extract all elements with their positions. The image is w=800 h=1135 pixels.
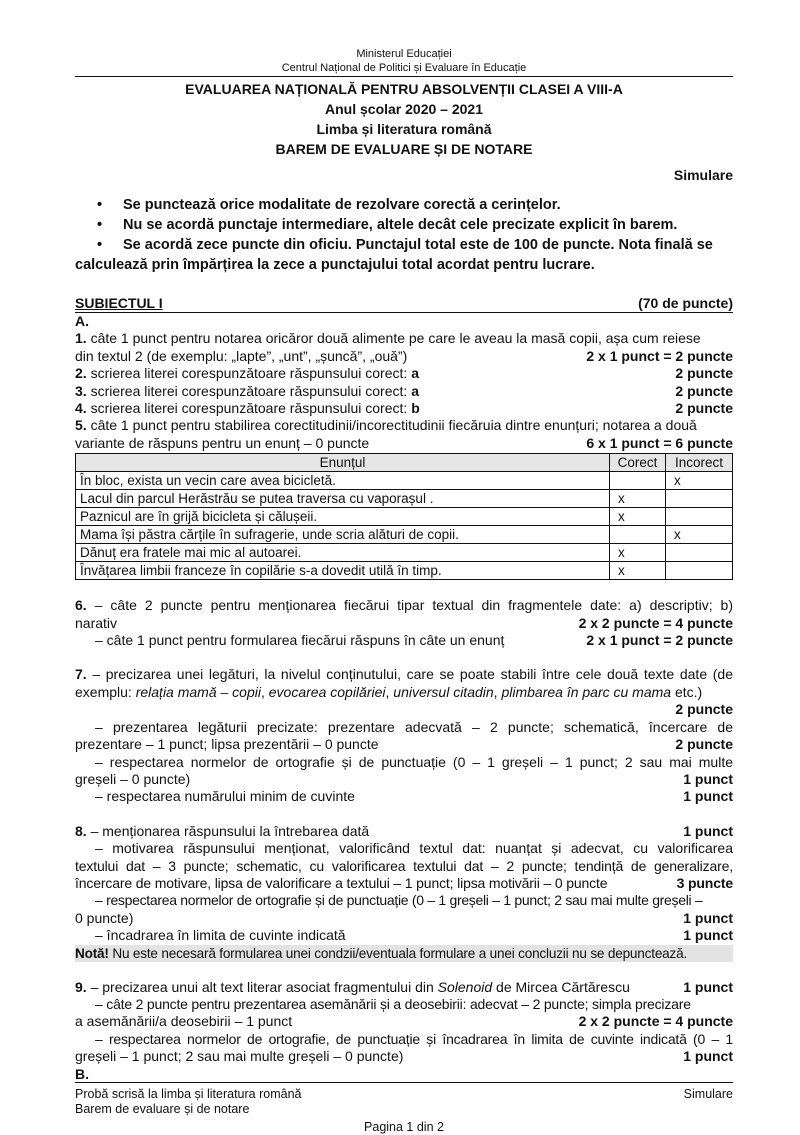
footer-doc: Barem de evaluare și de notare: [75, 1101, 250, 1116]
table-row: Paznicul are în grijă bicicleta și călușeii. x: [76, 508, 733, 526]
subject-name: Limba și literatura română: [316, 121, 492, 137]
school-year: Anul școlar 2020 – 2021: [325, 101, 483, 117]
answer-letter: b: [411, 400, 420, 417]
question-9: 9. – precizarea unui alt text literar asociat fragmentului din Solenoid de Mircea Cărtărescu 1 punct – câte 2 puncte pentru prezentarea asemănării și a deosebirii: adecvat – 2 puncte; simpla precizare a asemănării/a deosebirii – 1 punct 2 x 2 puncte = 4 puncte – respectarea normelor de ortografie, de punctuație și încadrarea în limita de cuvinte indicată (0 – 1 greșeli – 1 punct; 2 sau mai multe greșeli – 0 puncte) 1 punct: [75, 978, 733, 1065]
question-3: 3. scrierea literei corespunzătoare răspunsului corect: a 2 puncte: [75, 382, 733, 399]
subject-1-label: SUBIECTUL I: [75, 295, 163, 311]
bullet-icon: •: [97, 217, 103, 233]
center-name: Centrul Național de Politici și Evaluare în Educație: [281, 62, 527, 74]
variant-label: Simulare: [673, 167, 733, 183]
subject-1-points: (70 de puncte): [638, 295, 733, 311]
document-page: [75, 0, 733, 1135]
question-1-points: 2 x 1 punct = 2 puncte: [586, 347, 733, 364]
exam-title: EVALUAREA NAȚIONALĂ PENTRU ABSOLVENȚII CLASEI A VIII-A: [185, 81, 623, 97]
question-5: 5. câte 1 punct pentru stabilirea corectitudinii/incorectitudinii fiecăruia dintre enunțuri; notarea a două variante de răspuns pentru un enunț – 0 puncte 6 x 1 punct = 6 puncte: [75, 417, 733, 451]
table-row: În bloc, exista un vecin care avea bicicletă. x: [76, 472, 733, 490]
note-label: Notă!: [75, 945, 109, 961]
statements-table: [75, 453, 733, 580]
header-divider: [75, 76, 733, 77]
section-a-label: A.: [75, 313, 89, 329]
subject-1-header: [75, 295, 733, 313]
note-text: Nu este necesară formularea unei condzii/eventuala formulare a unei concluzii nu se depunctează.: [108, 945, 688, 961]
question-4: 4. scrierea literei corespunzătoare răspunsului corect: b 2 puncte: [75, 400, 733, 417]
answer-letter: a: [411, 382, 419, 399]
col-header-statement: Enunțul: [76, 454, 610, 472]
table-row: Învățarea limbii franceze în copilărie s-a dovedit utilă în timp. x: [76, 562, 733, 580]
answer-letter: a: [411, 365, 419, 382]
question-8: 8. – menționarea răspunsului la întrebarea dată 1 punct – motivarea răspunsului menționat, valorificând textul dat: nuanțat și adecvat, cu valorificarea textului dat – 3 puncte; schematic, cu valorificarea textului dat – 2 puncte; tendință de generalizare, încercare de motivare, lipsa de valorificare a textului – 1 punct; lipsa motivării – 0 puncte 3 puncte – respectarea normelor de ortografie și de punctuație (0 – 1 greșeli – 1 punct; 2 sau mai multe greșeli – 0 puncte) 1 punct – încadrarea în limita de cuvinte indicată 1 punct Notă! Nu este necesară formularea unei condzii/eventuala formulare a unei concluzii nu se depunctează.: [75, 822, 733, 961]
question-2: 2. scrierea literei corespunzătoare răspunsului corect: a 2 puncte: [75, 365, 733, 382]
note-box: [75, 945, 733, 962]
bullet-icon: •: [97, 197, 103, 213]
page-number: Pagina 1 din 2: [364, 1119, 444, 1134]
footer-variant: Simulare: [683, 1086, 733, 1101]
footer-exam: Probă scrisă la limba și literatura română: [75, 1086, 302, 1101]
page-footer: [75, 1087, 733, 1117]
rule-item: • Nu se acordă punctaje intermediare, altele decât cele precizate explicit în barem.: [97, 217, 678, 233]
table-row: Lacul din parcul Herăstrău se putea traversa cu vaporașul . x: [76, 490, 733, 508]
section-b-label: B.: [75, 1066, 733, 1083]
table-row: Mama își păstra cărțile în sufragerie, unde scria alături de copii. x: [76, 526, 733, 544]
question-7: 7. – precizarea unei legături, la nivelul conținutului, care se poate stabili între cele două texte date (de exemplu: relația mamă – copii, evocarea copilăriei, universul citadin, plimbarea în parc cu mama etc.) 2 puncte – prezentarea legăturii precizate: prezentare adecvată – 2 puncte; schematică, încercare de prezentare – 1 punct; lipsa prezentării – 0 puncte 2 puncte – respectarea normelor de ortografie și de punctuație (0 – 1 greșeli – 1 punct; 2 sau mai multe greșeli – 0 puncte) 1 punct – respectarea numărului minim de cuvinte 1 punct: [75, 666, 733, 805]
question-6: 6. – câte 2 puncte pentru menționarea fiecărui tipar textual din fragmentele date: a) descriptiv; b) narativ 2 x 2 puncte = 4 puncte – câte 1 punct pentru formularea fiecărui răspuns în câte un enunț 2 x 1 punct = 2 puncte: [75, 597, 734, 649]
page-header: [75, 0, 733, 75]
rule-item: • Se acordă zece puncte din oficiu. Punctajul total este de 100 de puncte. Nota finală se calculează prin împărțirea la zece a punctajului total acordat pentru lucrare.: [75, 237, 713, 273]
rule-item: • Se punctează orice modalitate de rezolvare corectă a cerințelor.: [97, 197, 561, 213]
general-rules: [75, 195, 733, 275]
col-header-correct: Corect: [610, 454, 666, 472]
doc-type: BAREM DE EVALUARE ȘI DE NOTARE: [275, 141, 533, 157]
col-header-incorrect: Incorect: [666, 454, 733, 472]
ministry-name: Ministerul Educației: [356, 48, 452, 60]
bullet-icon: •: [97, 237, 103, 253]
question-1: 1. câte 1 punct pentru notarea oricăror două alimente pe care le aveau la masă copii, așa cum reiese din textul 2 (de exemplu: „lapte”, „unt”, „șuncă”, „ouă”) 2 x 1 punct = 2 puncte: [75, 330, 733, 364]
table-row: Dănuț era fratele mai mic al autoarei. x: [76, 544, 733, 562]
